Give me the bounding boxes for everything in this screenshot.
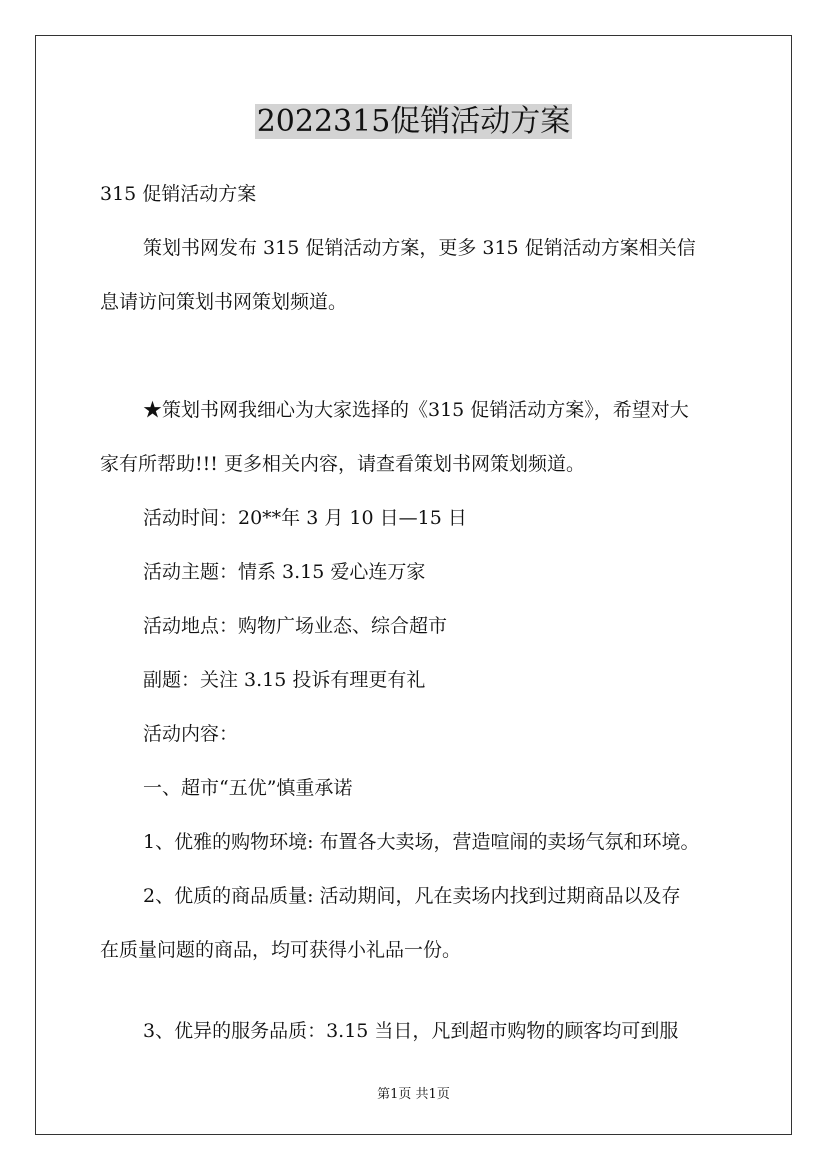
doc-paragraph: 活动地点：购物广场业态、综合超市	[143, 615, 448, 637]
doc-paragraph: 3、优异的服务品质：3.15 当日，凡到超市购物的顾客均可到服	[143, 1020, 679, 1042]
doc-paragraph: 副题：关注 3.15 投诉有理更有礼	[143, 669, 426, 691]
document-title: 2022315促销活动方案	[256, 104, 571, 139]
doc-heading: 一、超市“五优”慎重承诺	[143, 777, 353, 799]
doc-paragraph: 在质量问题的商品，均可获得小礼品一份。	[100, 939, 462, 961]
page-footer: 第1页 共1页	[377, 1087, 450, 1102]
doc-paragraph: 家有所帮助!!! 更多相关内容，请查看策划书网策划频道。	[100, 453, 585, 475]
doc-paragraph: 活动主题：情系 3.15 爱心连万家	[143, 561, 426, 583]
doc-paragraph: 1、优雅的购物环境: 布置各大卖场，营造喧闹的卖场气氛和环境。	[143, 831, 700, 853]
doc-paragraph: 2、优质的商品质量: 活动期间，凡在卖场内找到过期商品以及存	[143, 885, 681, 907]
doc-subtitle: 315 促销活动方案	[100, 183, 257, 205]
doc-paragraph: 息请访问策划书网策划频道。	[100, 291, 348, 313]
doc-paragraph: 活动内容：	[143, 723, 239, 745]
doc-paragraph: ★策划书网我细心为大家选择的《315 促销活动方案》，希望对大	[143, 399, 689, 421]
doc-paragraph: 活动时间：20**年 3 月 10 日—15 日	[143, 507, 467, 529]
doc-paragraph: 策划书网发布 315 促销活动方案，更多 315 促销活动方案相关信	[143, 237, 696, 259]
